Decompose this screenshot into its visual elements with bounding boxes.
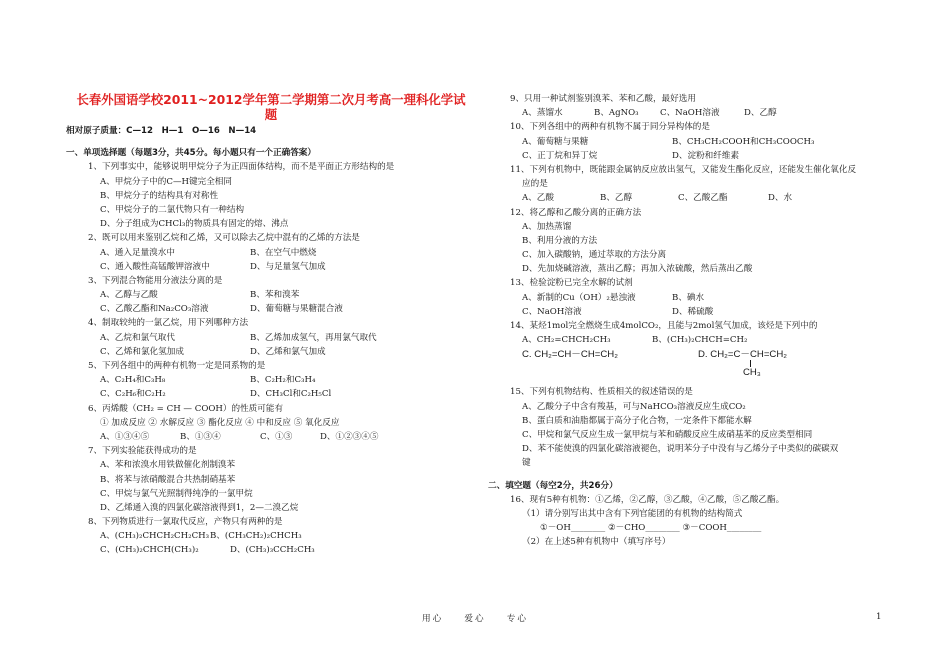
q1-option-d: D、分子组成为CHCl₃的物质具有固定的熔、沸点 bbox=[100, 219, 289, 230]
q1-option-c: C、甲烷分子的二氯代物只有一种结构 bbox=[100, 204, 245, 215]
question-14: 14、某烃1mol完全燃烧生成4molCO₂，且能与2mol氢气加成，该烃是下列中的 bbox=[510, 321, 818, 331]
exam-title bbox=[66, 92, 476, 122]
question-2: 2、既可以用来鉴别乙烷和乙烯，又可以除去乙烷中混有的乙烯的方法是 bbox=[88, 233, 360, 244]
q4-option-d: D、乙烯和氯气加成 bbox=[250, 346, 326, 357]
q16-part1-blanks: ①－OH________ ②－CHO________ ③－COOH________ bbox=[540, 523, 762, 534]
q9-option-d: D、乙醇 bbox=[744, 108, 777, 119]
q7-option-c: C、甲烷与氯气光照制得纯净的一氯甲烷 bbox=[100, 488, 253, 499]
q14-option-d: D. CH₂=C－CH=CH₂ bbox=[698, 349, 788, 361]
question-6: 6、丙烯酸（CH₂ = CH — COOH）的性质可能有 bbox=[88, 403, 284, 414]
q6-option-d: D、①②③④⑤ bbox=[320, 431, 379, 442]
q9-option-a: A、蒸馏水 bbox=[522, 108, 563, 119]
q3-option-b: B、苯和溴苯 bbox=[250, 290, 300, 301]
q13-option-c: C、NaOH溶液 bbox=[522, 306, 582, 317]
q14-option-a: A、CH₂=CHCH₂CH₃ bbox=[522, 335, 611, 346]
q7-option-a: A、苯和浓溴水用铁做催化剂制溴苯 bbox=[100, 460, 236, 471]
q2-option-c: C、通入酸性高锰酸钾溶液中 bbox=[100, 261, 210, 272]
q13-option-b: B、碘水 bbox=[672, 292, 705, 303]
q7-option-d: D、乙烯通入溴的四氯化碳溶液得到1，2—二溴乙烷 bbox=[100, 502, 299, 513]
q11-option-a: A、乙酸 bbox=[522, 193, 554, 204]
q5-option-a: A、C₂H₄和C₃H₈ bbox=[100, 375, 166, 386]
q1-option-a: A、甲烷分子中的C—H键完全相同 bbox=[100, 176, 232, 187]
q8-option-c: C、(CH₃)₂CHCH(CH₃)₂ bbox=[100, 545, 199, 556]
q13-option-d: D、稀硫酸 bbox=[672, 306, 714, 317]
q12-option-a: A、加热蒸馏 bbox=[522, 221, 572, 232]
question-11-line2: 应的是 bbox=[522, 179, 548, 190]
q11-option-d: D、水 bbox=[768, 193, 793, 204]
atomic-mass-line: 相对原子质量：C—12 H—1 O—16 N—14 bbox=[66, 126, 257, 136]
q5-option-d: D、CH₃Cl和C₂H₅Cl bbox=[250, 389, 332, 400]
question-7: 7、下列实验能获得成功的是 bbox=[88, 446, 197, 457]
q8-option-a: A、(CH₃)₂CHCH₂CH₂CH₃ bbox=[100, 531, 210, 542]
q3-option-d: D、葡萄糖与果糖混合液 bbox=[250, 304, 343, 315]
q6-option-a: A、①③④⑤ bbox=[100, 431, 150, 442]
q10-option-c: C、正丁烷和异丁烷 bbox=[522, 150, 598, 161]
q4-option-a: A、乙烷和氯气取代 bbox=[100, 332, 175, 343]
question-10: 10、下列各组中的两种有机物不属于同分异构体的是 bbox=[510, 122, 710, 133]
question-16: 16、现有5种有机物：①乙烯，②乙醇，③乙酸，④乙酸，⑤乙酸乙酯。 bbox=[510, 494, 785, 505]
exam-title-line2: 题 bbox=[264, 107, 278, 122]
question-9: 9、只用一种试剂鉴别溴苯、苯和乙酸，最好选用 bbox=[510, 94, 696, 104]
q15-option-b: B、蛋白质和油脂都属于高分子化合物，一定条件下都能水解 bbox=[522, 415, 752, 426]
q16-part2: （2）在上述5种有机物中（填写序号） bbox=[522, 537, 671, 548]
question-11-line1: 11、下列有机物中，既能跟金属钠反应放出氢气，又能发生酯化反应，还能发生催化氧化反 bbox=[510, 164, 857, 175]
q3-option-a: A、乙醇与乙酸 bbox=[100, 290, 158, 301]
q5-option-c: C、C₂H₆和C₂H₂ bbox=[100, 389, 166, 400]
q14-option-d-branch bbox=[488, 363, 900, 377]
question-1: 1、下列事实中，能够说明甲烷分子为正四面体结构，而不是平面正方形结构的是 bbox=[88, 162, 395, 173]
q14-option-c: C. CH₂=CH－CH=CH₂ bbox=[522, 349, 618, 361]
q13-option-a: A、新制的Cu（OH）₂悬浊液 bbox=[522, 292, 636, 303]
q9-option-b: B、AgNO₃ bbox=[594, 108, 639, 119]
q9-option-c: C、NaOH溶液 bbox=[660, 108, 720, 119]
q2-option-a: A、通入足量溴水中 bbox=[100, 247, 175, 258]
question-3: 3、下列混合物能用分液法分离的是 bbox=[88, 275, 223, 286]
q6-option-c: C、①③ bbox=[260, 431, 293, 442]
q10-option-a: A、葡萄糖与果糖 bbox=[522, 136, 589, 147]
q12-option-b: B、利用分液的方法 bbox=[522, 235, 598, 246]
right-column bbox=[488, 92, 900, 549]
q11-option-c: C、乙酸乙酯 bbox=[678, 193, 728, 204]
q15-option-d-line1: D、苯不能使溴的四氯化碳溶液褪色，说明苯分子中没有与乙烯分子中类似的碳碳双 bbox=[522, 444, 839, 455]
q14-methyl-group: CH₃ bbox=[743, 367, 761, 379]
q15-option-c: C、甲烷和氯气反应生成一氯甲烷与苯和硝酸反应生成硝基苯的反应类型相同 bbox=[522, 429, 813, 440]
page-number: 1 bbox=[876, 612, 882, 622]
q6-reaction-list: ① 加成反应 ② 水解反应 ③ 酯化反应 ④ 中和反应 ⑤ 氧化反应 bbox=[100, 417, 340, 428]
q10-option-d: D、淀粉和纤维素 bbox=[672, 150, 740, 161]
q12-option-d: D、先加烧碱溶液，蒸出乙醇；再加入浓硫酸，然后蒸出乙酸 bbox=[522, 264, 753, 275]
q2-option-b: B、在空气中燃烧 bbox=[250, 247, 317, 258]
q5-option-b: B、C₂H₂和C₃H₄ bbox=[250, 375, 316, 386]
q6-option-b: B、①③④ bbox=[180, 431, 221, 442]
q3-option-c: C、乙酸乙酯和Na₂CO₃溶液 bbox=[100, 304, 209, 315]
q1-option-b: B、甲烷分子的结构具有对称性 bbox=[100, 190, 219, 201]
q4-option-b: B、乙烯加成氢气，再用氯气取代 bbox=[250, 332, 377, 343]
q14-option-b: B、(CH₃)₂CHCH=CH₂ bbox=[652, 335, 748, 346]
q4-option-c: C、乙烯和氯化氢加成 bbox=[100, 346, 184, 357]
q16-part1: （1）请分别写出其中含有下列官能团的有机物的结构简式 bbox=[522, 508, 743, 519]
q12-option-c: C、加入碳酸钠，通过萃取的方法分离 bbox=[522, 250, 667, 261]
page-footer: 用心 爱心 专心 bbox=[422, 614, 528, 624]
q8-option-b: B、(CH₃CH₂)₂CHCH₃ bbox=[210, 531, 302, 542]
q15-option-a: A、乙酸分子中含有羧基，可与NaHCO₃溶液反应生成CO₂ bbox=[522, 401, 746, 412]
q10-option-b: B、CH₃CH₂COOH和CH₃COOCH₃ bbox=[672, 136, 815, 147]
question-15: 15、下列有机物结构、性质相关的叙述错误的是 bbox=[510, 387, 693, 398]
section2-heading: 二、填空题（每空2分，共26分） bbox=[488, 480, 618, 491]
left-column bbox=[66, 92, 476, 558]
question-12: 12、将乙醇和乙酸分离的正确方法 bbox=[510, 207, 642, 218]
q8-option-d: D、(CH₃)₃CCH₂CH₃ bbox=[230, 545, 315, 556]
q7-option-b: B、将苯与浓硝酸混合共热制硝基苯 bbox=[100, 474, 236, 485]
question-4: 4、制取较纯的一氯乙烷，用下列哪种方法 bbox=[88, 318, 249, 329]
exam-title-line1: 长春外国语学校2011~2012学年第二学期第二次月考高一理科化学试 bbox=[76, 92, 466, 107]
question-5: 5、下列各组中的两种有机物一定是同系物的是 bbox=[88, 361, 266, 371]
q11-option-b: B、乙醇 bbox=[600, 193, 633, 204]
q15-option-d-line2: 键 bbox=[522, 458, 531, 469]
question-13: 13、检验淀粉已完全水解的试剂 bbox=[510, 278, 633, 289]
section1-heading: 一、单项选择题（每题3分，共45分。每小题只有一个正确答案） bbox=[66, 148, 316, 159]
question-8: 8、下列物质进行一氯取代反应，产物只有两种的是 bbox=[88, 517, 283, 528]
q2-option-d: D、与足量氢气加成 bbox=[250, 261, 326, 272]
